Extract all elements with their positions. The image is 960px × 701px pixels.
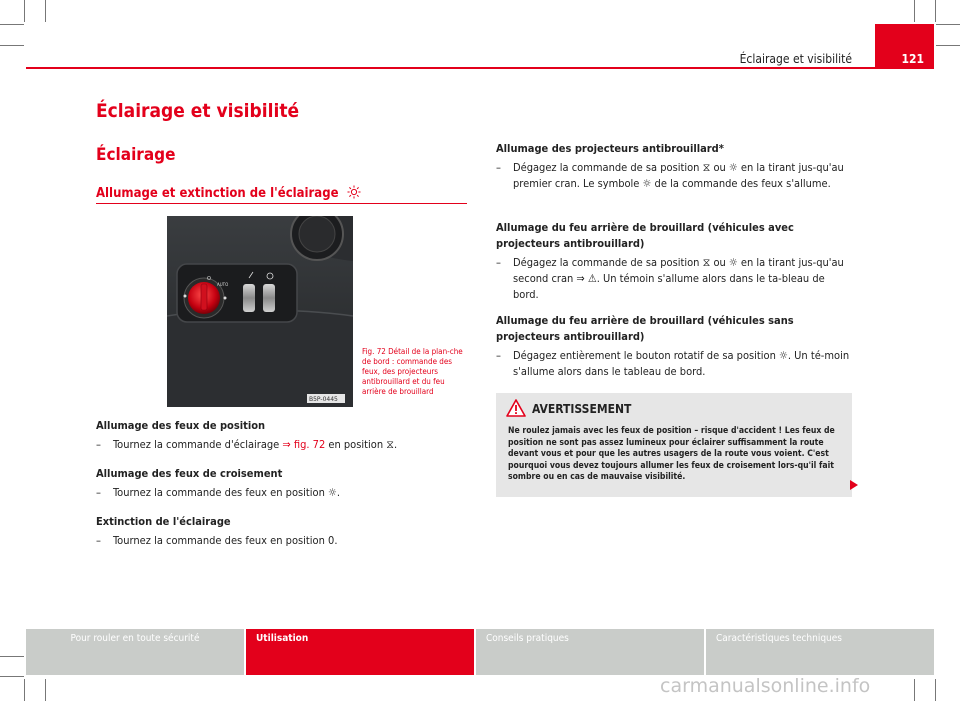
bullet-text: Dégagez la commande de sa position ⧖ ou ☼ en la tirant jus-qu'au premier cran. Le symbole ☼ de la commande des feux s'allume.	[513, 161, 844, 190]
crop-mark	[0, 45, 24, 46]
heading-rear-fog-with: Allumage du feu arrière de brouillard (véhicules avec projecteurs antibrouillard)	[496, 221, 794, 250]
footer-tab-utilisation[interactable]: Utilisation	[246, 629, 476, 675]
crop-mark	[936, 45, 960, 46]
subsection-text: Allumage et extinction de l'éclairage	[96, 186, 339, 201]
crop-mark	[936, 24, 960, 25]
page-title: Éclairage et visibilité	[96, 100, 300, 122]
crop-mark	[0, 656, 24, 657]
heading-position-lights: Allumage des feux de position	[96, 419, 266, 432]
heading-low-beam: Allumage des feux de croisement	[96, 467, 283, 480]
crop-mark	[0, 676, 24, 677]
bullet-rear-fog-without: – Dégagez entièrement le bouton rotatif de sa position ☼. Un té-moin s'allume alors dans le tableau de bord.	[496, 348, 852, 380]
footer-tab-tips[interactable]: Conseils pratiques	[476, 629, 706, 675]
bullet-text: Dégagez entièrement le bouton rotatif de sa position ☼. Un té-moin s'allume alors dans le tableau de bord.	[513, 349, 850, 378]
footer-tab-safety[interactable]: Pour rouler en toute sécurité	[26, 629, 246, 675]
bullet-rear-fog-with: – Dégagez la commande de sa position ⧖ ou ☼ en la tirant jus-qu'au second cran ⇒ ⚠. Un témoin s'allume alors dans le ta-bleau de bord.	[496, 255, 852, 303]
crop-mark	[0, 24, 24, 25]
crop-mark	[24, 0, 25, 22]
bullet-text: en position ⧖.	[325, 438, 398, 451]
bullet-text: Tournez la commande des feux en position ☼.	[113, 486, 341, 499]
heading-lights-off: Extinction de l'éclairage	[96, 515, 231, 528]
bullet-text: Dégagez la commande de sa position ⧖ ou ☼ en la tirant jus-qu'au second cran ⇒ ⚠. Un témoin s'allume alors dans le ta-bleau de bord.	[513, 256, 844, 301]
crop-mark	[45, 0, 46, 22]
subsection-title	[96, 185, 361, 201]
figure-link[interactable]: ⇒ fig. 72	[282, 438, 326, 451]
continue-arrow-icon	[850, 480, 858, 490]
watermark: carmanualsonline.info	[660, 675, 871, 697]
running-header: Éclairage et visibilité	[739, 52, 852, 66]
knob-label-auto: AUTO	[217, 282, 229, 287]
bullet-low-beam: – Tournez la commande des feux en position ☼.	[96, 485, 468, 501]
footer-nav	[26, 629, 934, 675]
figure-code: B5P-0445	[309, 396, 338, 403]
bullet-lights-off: – Tournez la commande des feux en position 0.	[96, 533, 468, 549]
crop-mark	[935, 679, 936, 701]
header-rule	[26, 67, 934, 69]
sun-icon	[347, 185, 361, 199]
crop-mark	[914, 679, 915, 701]
figure-caption: Fig. 72 Détail de la plan-che de bord : commande des feux, des projecteurs antibrouillard et du feu arrière de brouillard	[362, 347, 463, 396]
crop-mark	[935, 0, 936, 22]
footer-tab-specs[interactable]: Caractéristiques techniques	[706, 629, 934, 675]
bullet-position-lights: – Tournez la commande d'éclairage ⇒ fig. 72 en position ⧖.	[96, 438, 398, 451]
warning-title: AVERTISSEMENT	[532, 402, 632, 416]
crop-mark	[24, 679, 25, 701]
subsection-rule	[96, 203, 467, 204]
section-title: Éclairage	[96, 145, 176, 165]
bullet-text: Tournez la commande d'éclairage	[113, 438, 283, 451]
heading-fog-lamps: Allumage des projecteurs antibrouillard*	[496, 142, 724, 155]
warning-icon	[506, 399, 526, 417]
warning-text: Ne roulez jamais avec les feux de position – risque d'accident ! Les feux de position ne sont pas assez lumineux pour éclairer suffisamment la route devant vous et pour que les autres usagers de la route vous voient. C'est pourquoi vous devez toujours allumer les feux de croisement lors-qu'il fait sombre ou en cas de mauvaise visibilité.	[508, 426, 835, 482]
page-number-box	[875, 24, 934, 69]
heading-rear-fog-without: Allumage du feu arrière de brouillard (véhicules sans projecteurs antibrouillard)	[496, 314, 794, 343]
bullet-text: Tournez la commande des feux en position 0.	[113, 534, 338, 547]
bullet-fog-lamps: – Dégagez la commande de sa position ⧖ ou ☼ en la tirant jus-qu'au premier cran. Le symbole ☼ de la commande des feux s'allume.	[496, 160, 852, 192]
warning-box	[496, 393, 852, 497]
knob-label-off: O	[207, 276, 211, 282]
page-number: 121	[901, 52, 924, 66]
crop-mark	[45, 679, 46, 701]
dashboard-photo	[167, 216, 353, 407]
crop-mark	[914, 0, 915, 22]
